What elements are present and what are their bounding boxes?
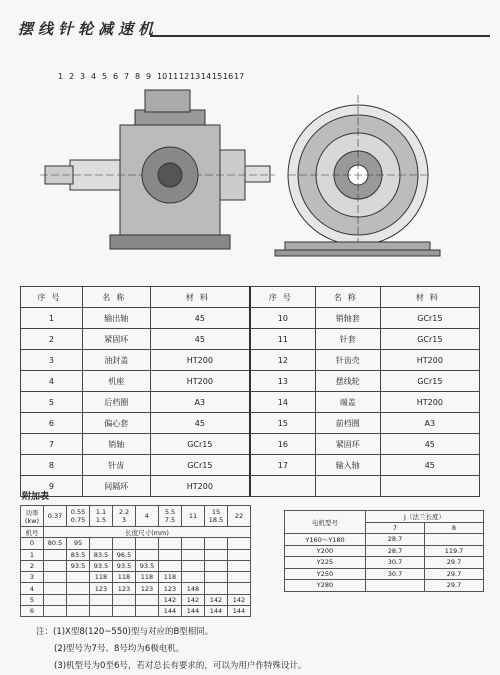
length-cell: 144 (159, 606, 182, 617)
length-cell: 96.5 (113, 549, 136, 560)
parts-row (21, 434, 480, 455)
flange-cell: Y225 (285, 557, 366, 569)
length-cell: 123 (113, 583, 136, 594)
flange-table (284, 510, 484, 592)
flange-row (285, 534, 484, 546)
callout-number: 9 (146, 72, 152, 81)
parts-cell: HT200 (150, 476, 250, 497)
header-material-2: 材料 (380, 287, 479, 308)
callout-number: 7 (124, 72, 130, 81)
length-cell (67, 572, 90, 583)
length-cell (182, 560, 205, 571)
length-cell (67, 606, 90, 617)
parts-cell: 11 (250, 329, 315, 350)
length-cell: 123 (90, 583, 113, 594)
length-cell: 80.5 (44, 538, 67, 549)
parts-cell: 2 (21, 329, 83, 350)
parts-cell: 输入轴 (315, 455, 380, 476)
parts-cell: GCr15 (380, 371, 479, 392)
length-cell: 123 (159, 583, 182, 594)
parts-cell: 45 (150, 329, 250, 350)
parts-cell: 偏心套 (82, 413, 150, 434)
length-cell: 142 (182, 594, 205, 605)
callout-number: 8 (135, 72, 141, 81)
length-cell (90, 606, 113, 617)
callout-number: 17 (234, 72, 245, 81)
length-cell (67, 594, 90, 605)
parts-cell: 紧固环 (315, 434, 380, 455)
flange-cell: 29.7 (425, 568, 484, 580)
parts-row (21, 455, 480, 476)
parts-cell: 后档圈 (82, 392, 150, 413)
length-cell (159, 549, 182, 560)
flange-cell: 28.7 (366, 545, 425, 557)
parts-row (21, 476, 480, 497)
flange-cell: 30.7 (366, 568, 425, 580)
parts-row (21, 371, 480, 392)
length-row (21, 594, 251, 605)
callout-numbers (58, 72, 244, 81)
flange-cell: 29.7 (425, 557, 484, 569)
frame-label: 机号 (21, 527, 44, 538)
length-row (21, 583, 251, 594)
parts-table (20, 286, 480, 497)
flange-cell: 28.7 (366, 534, 425, 546)
length-cell (44, 560, 67, 571)
length-cell: 0 (21, 538, 44, 549)
length-cell (205, 583, 228, 594)
power-value: 2.2 3 (113, 506, 136, 527)
parts-cell: GCr15 (380, 308, 479, 329)
callout-number: 12 (179, 72, 190, 81)
parts-cell: 7 (21, 434, 83, 455)
callout-number: 1 (58, 72, 64, 81)
callout-number: 3 (80, 72, 86, 81)
parts-row (21, 329, 480, 350)
length-cell: 118 (113, 572, 136, 583)
length-cell: 93.5 (90, 560, 113, 571)
length-row (21, 549, 251, 560)
length-cell (90, 538, 113, 549)
parts-cell: 45 (150, 308, 250, 329)
callout-number: 15 (212, 72, 223, 81)
parts-cell: 油封盖 (82, 350, 150, 371)
length-cell: 5 (21, 594, 44, 605)
flange-row (285, 545, 484, 557)
length-cell: 118 (136, 572, 159, 583)
parts-row (21, 392, 480, 413)
header-name: 名称 (82, 287, 150, 308)
flange-col-col7: 7 (366, 522, 425, 534)
power-value: 1.1 1.5 (90, 506, 113, 527)
header-material: 材料 (150, 287, 250, 308)
note-3: (3)机型号为0至6号，若对总长有要求的，可以为用户作特殊设计。 (54, 661, 307, 671)
callout-number: 14 (201, 72, 212, 81)
length-cell: 123 (136, 583, 159, 594)
length-row (21, 538, 251, 549)
length-cell: 6 (21, 606, 44, 617)
parts-cell: 5 (21, 392, 83, 413)
parts-cell: 16 (250, 434, 315, 455)
power-value: 0.37 (44, 506, 67, 527)
power-value: 22 (228, 506, 251, 527)
parts-cell: 8 (21, 455, 83, 476)
parts-cell: 10 (250, 308, 315, 329)
parts-cell: GCr15 (150, 434, 250, 455)
parts-row (21, 350, 480, 371)
callout-number: 16 (223, 72, 234, 81)
parts-cell: 14 (250, 392, 315, 413)
length-cell (136, 549, 159, 560)
length-cell (159, 560, 182, 571)
power-label-cell (21, 506, 44, 527)
length-cell (228, 538, 251, 549)
flange-cell: 30.7 (366, 557, 425, 569)
flange-row (285, 568, 484, 580)
parts-cell (315, 476, 380, 497)
length-cell: 93.5 (67, 560, 90, 571)
parts-cell: 销轴套 (315, 308, 380, 329)
power-value: 5.5 7.5 (159, 506, 182, 527)
parts-cell: 12 (250, 350, 315, 371)
parts-cell: 1 (21, 308, 83, 329)
length-cell: 83.5 (67, 549, 90, 560)
additional-table-title: 附加表 (22, 492, 50, 502)
parts-cell: 端盖 (315, 392, 380, 413)
parts-cell: 45 (150, 413, 250, 434)
parts-cell: 针齿壳 (315, 350, 380, 371)
length-cell (228, 572, 251, 583)
length-cell: 144 (182, 606, 205, 617)
length-cell (205, 572, 228, 583)
length-cell (90, 594, 113, 605)
parts-cell: 机座 (82, 371, 150, 392)
parts-cell: 13 (250, 371, 315, 392)
power-value: 15 18.5 (205, 506, 228, 527)
length-cell (159, 538, 182, 549)
length-cell (44, 572, 67, 583)
callout-number: 6 (113, 72, 119, 81)
length-cell: 144 (205, 606, 228, 617)
length-cell (136, 594, 159, 605)
callout-number: 11 (168, 72, 179, 81)
callout-number: 5 (102, 72, 108, 81)
flange-length-header: J（法兰长度） (366, 511, 484, 523)
power-value: 4 (136, 506, 159, 527)
parts-cell: 摆线轮 (315, 371, 380, 392)
length-cell (205, 549, 228, 560)
parts-cell: 9 (21, 476, 83, 497)
power-label: 功率 (25, 508, 39, 517)
flange-col-col8: 8 (425, 522, 484, 534)
header-name-2: 名称 (315, 287, 380, 308)
callout-number: 10 (157, 72, 168, 81)
header-index-2: 序号 (250, 287, 315, 308)
parts-cell: 17 (250, 455, 315, 476)
length-cell: 142 (159, 594, 182, 605)
parts-cell: 紧固环 (82, 329, 150, 350)
callout-number: 4 (91, 72, 97, 81)
flange-row (285, 580, 484, 592)
length-cell (205, 560, 228, 571)
length-cell (67, 583, 90, 594)
note-1: 注：(1)X型8(120~550)型与对应的B型相同。 (36, 627, 214, 637)
length-cell: 118 (159, 572, 182, 583)
callout-number: 2 (69, 72, 75, 81)
notes (36, 624, 306, 675)
flange-cell (366, 580, 425, 592)
length-row (21, 560, 251, 571)
parts-cell: 间隔环 (82, 476, 150, 497)
length-cell: 2 (21, 560, 44, 571)
length-cell: 93.5 (113, 560, 136, 571)
parts-cell: 15 (250, 413, 315, 434)
length-cell (182, 572, 205, 583)
length-cell (44, 583, 67, 594)
parts-cell: 针套 (315, 329, 380, 350)
length-cell: 118 (90, 572, 113, 583)
power-unit: (kw) (24, 516, 40, 525)
length-row (21, 572, 251, 583)
length-cell: 3 (21, 572, 44, 583)
parts-cell: HT200 (150, 371, 250, 392)
parts-cell: GCr15 (150, 455, 250, 476)
length-cell (182, 549, 205, 560)
parts-cell: 45 (380, 434, 479, 455)
parts-cell: 3 (21, 350, 83, 371)
header-index: 序号 (21, 287, 83, 308)
length-cell (113, 606, 136, 617)
length-cell: 93.5 (136, 560, 159, 571)
length-cell: 148 (182, 583, 205, 594)
parts-row (21, 308, 480, 329)
length-cell (228, 583, 251, 594)
length-cell: 95 (67, 538, 90, 549)
flange-cell: 29.7 (425, 580, 484, 592)
length-cell (182, 538, 205, 549)
power-value: 11 (182, 506, 205, 527)
length-cell (44, 594, 67, 605)
parts-cell: HT200 (380, 392, 479, 413)
title-rule (150, 35, 490, 37)
length-cell: 83.5 (90, 549, 113, 560)
callout-number: 13 (190, 72, 201, 81)
length-label: 长度尺寸(mm) (44, 527, 251, 538)
flange-row (285, 557, 484, 569)
length-cell (205, 538, 228, 549)
flange-cell: Y200 (285, 545, 366, 557)
length-cell: 142 (205, 594, 228, 605)
length-cell: 144 (228, 606, 251, 617)
reducer-drawing (40, 70, 460, 270)
note-2: (2)型号为7号、8号均为6极电机。 (54, 644, 185, 654)
length-cell: 142 (228, 594, 251, 605)
parts-cell: 6 (21, 413, 83, 434)
power-length-table (20, 505, 251, 617)
parts-cell: 销轴 (82, 434, 150, 455)
parts-row (21, 413, 480, 434)
parts-cell: 前档圈 (315, 413, 380, 434)
length-cell (113, 538, 136, 549)
length-cell (136, 538, 159, 549)
parts-cell: A3 (150, 392, 250, 413)
flange-cell (425, 534, 484, 546)
parts-cell (380, 476, 479, 497)
length-cell: 4 (21, 583, 44, 594)
length-cell (136, 606, 159, 617)
length-cell: 1 (21, 549, 44, 560)
page-title: 摆线针轮减速机 (18, 20, 159, 38)
length-cell (44, 549, 67, 560)
motor-model-header: 电机型号 (285, 511, 366, 534)
parts-cell: 输出轴 (82, 308, 150, 329)
parts-cell: 4 (21, 371, 83, 392)
parts-cell: HT200 (150, 350, 250, 371)
parts-cell: 45 (380, 455, 479, 476)
power-value: 0.55 0.75 (67, 506, 90, 527)
length-cell (228, 549, 251, 560)
length-cell (228, 560, 251, 571)
flange-cell: Y160～Y180 (285, 534, 366, 546)
length-cell (44, 606, 67, 617)
flange-cell: Y280 (285, 580, 366, 592)
length-cell (113, 594, 136, 605)
flange-cell: 119.7 (425, 545, 484, 557)
flange-cell: Y250 (285, 568, 366, 580)
parts-cell: 针齿 (82, 455, 150, 476)
parts-cell (250, 476, 315, 497)
length-row (21, 606, 251, 617)
parts-cell: HT200 (380, 350, 479, 371)
parts-cell: A3 (380, 413, 479, 434)
parts-cell: GCr15 (380, 329, 479, 350)
